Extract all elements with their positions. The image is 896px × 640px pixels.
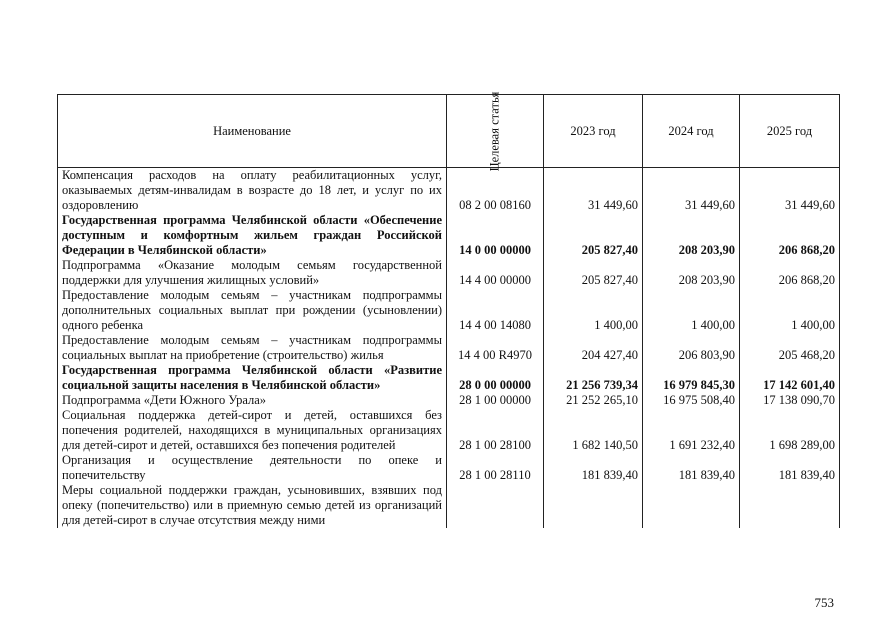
table-row [58, 288, 840, 333]
cell-name: Подпрограмма «Дети Южного Урала» [58, 393, 447, 408]
cell-y2023: 205 827,40 [544, 213, 643, 258]
header-name: Наименование [58, 95, 447, 168]
cell-y2023: 181 839,40 [544, 453, 643, 483]
cell-name: Подпрограмма «Оказание молодым семьям государственной поддержки для улучшения жилищных условий» [58, 258, 447, 288]
cell-y2024: 31 449,60 [643, 168, 740, 214]
cell-name: Социальная поддержка детей-сирот и детей, оставшихся без попечения родителей, находящихся в муниципальных организациях для детей-сирот и детей, оставшихся без попечения родителей [58, 408, 447, 453]
cell-y2025: 206 868,20 [740, 213, 840, 258]
table-row [58, 408, 840, 453]
cell-y2025: 1 698 289,00 [740, 408, 840, 453]
cell-code: 28 1 00 28110 [447, 453, 544, 483]
budget-table [57, 91, 840, 528]
cell-code: 28 1 00 28100 [447, 408, 544, 453]
cell-y2025: 181 839,40 [740, 453, 840, 483]
cell-y2024: 16 975 508,40 [643, 393, 740, 408]
header-2025: 2025 год [740, 95, 840, 168]
cell-name: Меры социальной поддержки граждан, усыновивших, взявших под опеку (попечительство) или в приемную семью детей из организаций для детей-сирот в случае отсутствия между ними [58, 483, 447, 528]
cell-name: Организация и осуществление деятельности по опеке и попечительству [58, 453, 447, 483]
cell-name: Государственная программа Челябинской области «Обеспечение доступным и комфортным жильем граждан Российской Федерации в Челябинской области» [58, 213, 447, 258]
cell-y2024: 181 839,40 [643, 453, 740, 483]
cell-y2024: 208 203,90 [643, 213, 740, 258]
table-row [58, 453, 840, 483]
cell-code: 14 4 00 14080 [447, 288, 544, 333]
cell-y2025: 206 868,20 [740, 258, 840, 288]
cell-y2023: 1 400,00 [544, 288, 643, 333]
header-2024: 2024 год [643, 95, 740, 168]
cell-y2025: 17 138 090,70 [740, 393, 840, 408]
cell-y2024: 1 400,00 [643, 288, 740, 333]
cell-y2024: 206 803,90 [643, 333, 740, 363]
cell-y2025 [740, 483, 840, 528]
cell-y2023: 21 252 265,10 [544, 393, 643, 408]
cell-code [447, 483, 544, 528]
cell-y2025: 17 142 601,40 [740, 363, 840, 393]
cell-name: Предоставление молодым семьям – участникам подпрограммы дополнительных социальных выплат при рождении (усыновлении) одного ребенка [58, 288, 447, 333]
table-row [58, 393, 840, 408]
cell-y2023: 1 682 140,50 [544, 408, 643, 453]
cell-y2023: 31 449,60 [544, 168, 643, 214]
table-row [58, 213, 840, 258]
cell-name: Компенсация расходов на оплату реабилитационных услуг, оказываемых детям-инвалидам в возрасте до 18 лет, и услуг по их оздоровлению [58, 168, 447, 214]
header-code-label: Целевая статья [487, 91, 502, 171]
cell-code: 14 4 00 00000 [447, 258, 544, 288]
page-number: 753 [814, 595, 834, 610]
table-row [58, 333, 840, 363]
cell-code: 28 0 00 00000 [447, 363, 544, 393]
cell-y2024: 1 691 232,40 [643, 408, 740, 453]
cell-name: Государственная программа Челябинской области «Развитие социальной защиты населения в Челябинской области» [58, 363, 447, 393]
cell-code: 14 0 00 00000 [447, 213, 544, 258]
cell-y2024: 16 979 845,30 [643, 363, 740, 393]
cell-code: 14 4 00 R4970 [447, 333, 544, 363]
cell-code: 08 2 00 08160 [447, 168, 544, 214]
cell-y2023: 205 827,40 [544, 258, 643, 288]
cell-code: 28 1 00 00000 [447, 393, 544, 408]
cell-y2023 [544, 483, 643, 528]
header-row [58, 95, 840, 168]
cell-name: Предоставление молодым семьям – участникам подпрограммы социальных выплат на приобретение (строительство) жилья [58, 333, 447, 363]
cell-y2023: 21 256 739,34 [544, 363, 643, 393]
cell-y2023: 204 427,40 [544, 333, 643, 363]
table-row [58, 363, 840, 393]
cell-y2024: 208 203,90 [643, 258, 740, 288]
table-row [58, 258, 840, 288]
table-row [58, 483, 840, 528]
table-row [58, 168, 840, 214]
cell-y2024 [643, 483, 740, 528]
header-2023: 2023 год [544, 95, 643, 168]
cell-y2025: 31 449,60 [740, 168, 840, 214]
header-code [447, 91, 544, 171]
cell-y2025: 1 400,00 [740, 288, 840, 333]
cell-y2025: 205 468,20 [740, 333, 840, 363]
